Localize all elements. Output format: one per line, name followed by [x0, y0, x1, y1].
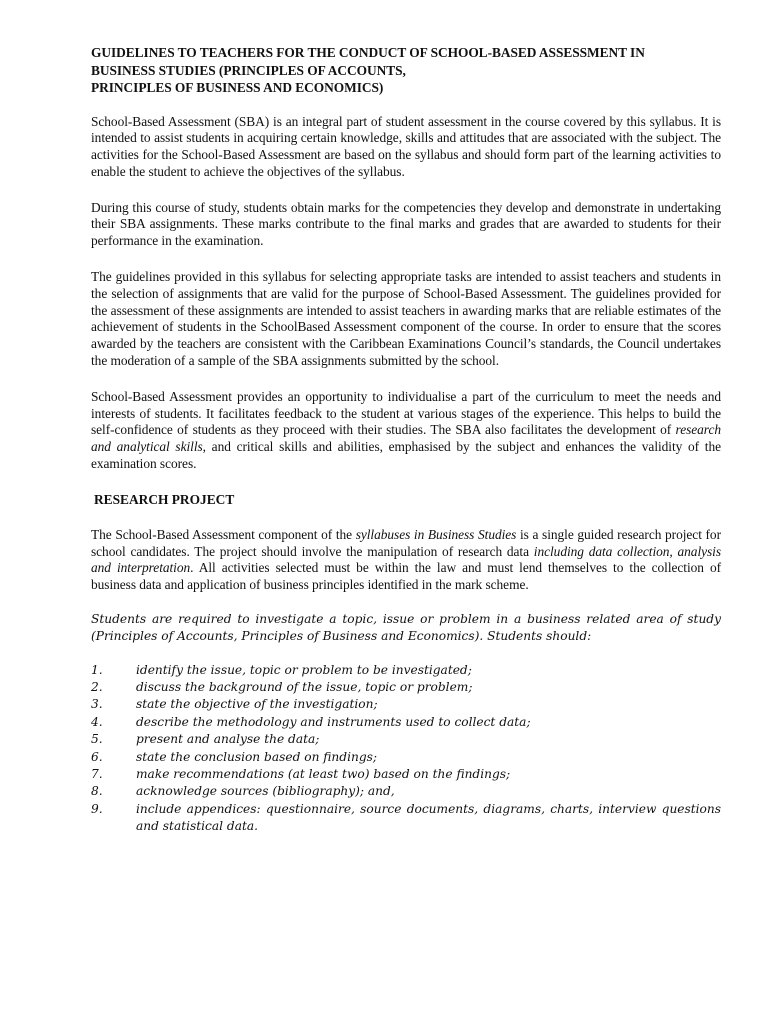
paragraph-sba-intro: School-Based Assessment (SBA) is an integral part of student assessment in the course covered by this syllabus. It is intended to assist students in acquiring certain knowledge, skills and attitudes that are associated with the subject. The activities for the School-Based Assessment are based on the syllabus and should form part of the learning activities to enable the student to achieve the objectives of the syllabus.	[91, 113, 721, 179]
list-item-number: 9.	[91, 801, 103, 816]
list-item	[91, 749, 721, 766]
list-item-number: 3.	[91, 697, 103, 712]
list-item-number: 7.	[91, 767, 103, 782]
list-item-text: identify the issue, topic or problem to be investigated;	[136, 662, 472, 677]
list-item-number: 2.	[91, 680, 103, 695]
list-item-number: 6.	[91, 749, 103, 764]
emphasis-research-skills: research and analytical skills	[91, 422, 721, 455]
text-run: The School-Based Assessment component of the	[91, 526, 356, 542]
list-item	[91, 662, 721, 679]
list-item-text: include appendices: questionnaire, source documents, diagrams, charts, interview questions and statistical data.	[136, 801, 721, 834]
list-item	[91, 714, 721, 731]
section-heading-research-project: RESEARCH PROJECT	[94, 491, 235, 507]
list-item-number: 4.	[91, 714, 103, 729]
paragraph-course-marks: During this course of study, students obtain marks for the competencies they develop and demonstrate in undertaking their SBA assignments. These marks contribute to the final marks and grades that are awarded to students for their performance in the examination.	[91, 199, 721, 249]
list-item	[91, 696, 721, 713]
paragraph-guidelines: The guidelines provided in this syllabus for selecting appropriate tasks are intended to assist teachers and students in the selection of assignments that are valid for the purpose of School-Based Assessment. The guidelines provided for the assessment of these assignments are intended to assist teachers in awarding marks that are reliable estimates of the achievement of students in the SchoolBased Assessment component of the course. In order to ensure that the scores awarded by the teachers are consistent with the Caribbean Examinations Council’s standards, the Council undertakes the moderation of a sample of the SBA assignments submitted by the school.	[91, 269, 721, 369]
list-item-text: state the objective of the investigation;	[136, 697, 378, 712]
list-item-text: acknowledge sources (bibliography); and,	[136, 784, 395, 799]
list-item-text: make recommendations (at least two) based on the findings;	[136, 767, 511, 782]
text-run: , and critical skills and abilities, emphasised by the subject and enhances the validity of the examination scores.	[91, 439, 721, 472]
paragraph-students-required: Students are required to investigate a topic, issue or problem in a business related area of study (Principles of Accounts, Principles of Business and Economics). Students should:	[91, 612, 721, 643]
paragraph-research-project	[91, 527, 721, 594]
list-item	[91, 766, 721, 783]
list-item	[91, 801, 721, 836]
emphasis-data-collection: including data collection, analysis and interpretation	[91, 543, 721, 576]
document-title	[91, 44, 721, 97]
list-item-text: discuss the background of the issue, topic or problem;	[136, 680, 473, 695]
paragraph-sba-opportunity	[91, 389, 721, 473]
list-item-number: 5.	[91, 732, 103, 747]
list-item-number: 8.	[91, 784, 103, 799]
list-item	[91, 783, 721, 800]
student-task-list	[91, 662, 721, 836]
list-item-text: present and analyse the data;	[136, 732, 320, 747]
list-item-number: 1.	[91, 662, 103, 677]
list-item	[91, 731, 721, 748]
title-line-2: BUSINESS STUDIES (PRINCIPLES OF ACCOUNTS,	[91, 62, 406, 78]
title-line-1: GUIDELINES TO TEACHERS FOR THE CONDUCT OF SCHOOL-BASED ASSESSMENT IN	[91, 45, 645, 60]
list-item	[91, 679, 721, 696]
list-item-text: describe the methodology and instruments used to collect data;	[136, 714, 531, 729]
text-run: is a single guided research project for school candidates. The project should involve the manipulation of research data	[91, 526, 721, 559]
title-line-3: PRINCIPLES OF BUSINESS AND ECONOMICS)	[91, 80, 384, 95]
list-item-text: state the conclusion based on findings;	[136, 749, 377, 764]
emphasis-syllabuses: syllabuses in Business Studies	[355, 526, 517, 542]
text-run: School-Based Assessment provides an opportunity to individualise a part of the curriculum to meet the needs and interests of students. It facilitates feedback to the student at various stages of the experience. This helps to build the self-confidence of students as they proceed with their studies. The SBA also facilitates the development of	[91, 388, 721, 438]
document-content	[91, 44, 721, 836]
text-run: . All activities selected must be within the law and must lend themselves to the collection of business data and application of business principles identified in the mark scheme.	[91, 560, 721, 593]
